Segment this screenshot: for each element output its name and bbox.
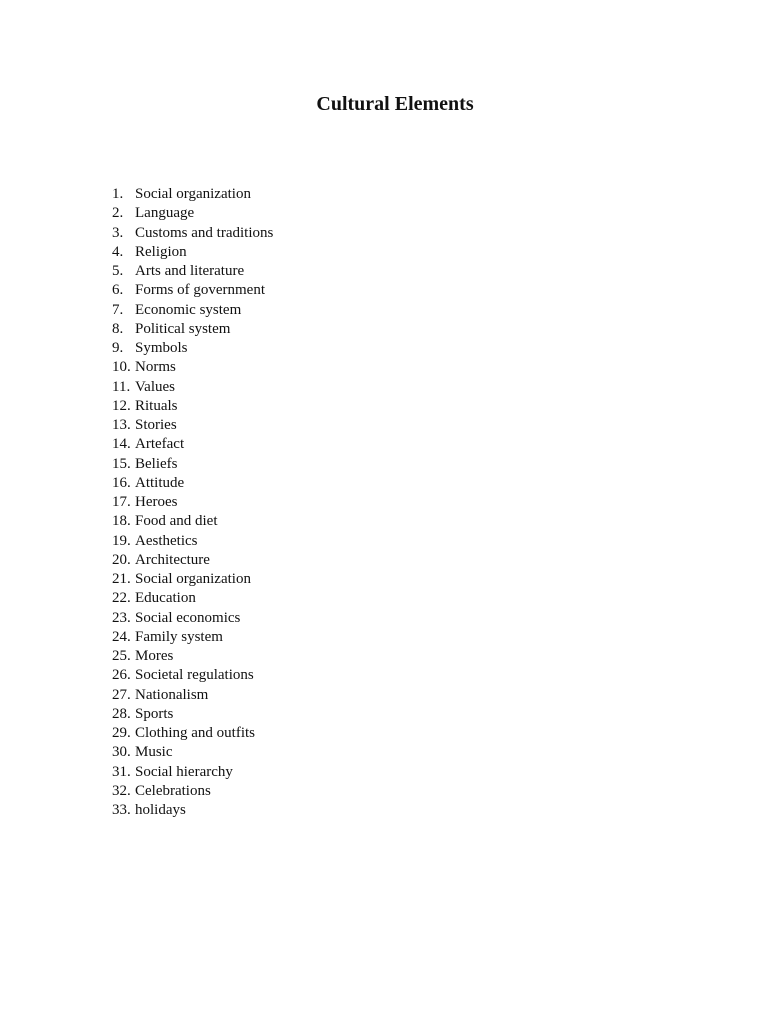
list-item	[112, 532, 273, 551]
list-item-label: Mores	[135, 648, 174, 664]
list-item-number: 22.	[112, 590, 131, 607]
list-item-label: Social organization	[135, 186, 251, 202]
list-item-label: Political system	[135, 320, 231, 337]
list-item-number: 19.	[112, 532, 131, 549]
list-item	[112, 358, 273, 377]
list-item-number: 7.	[112, 301, 124, 318]
list-item	[112, 743, 273, 762]
list-item	[112, 435, 273, 454]
list-item-label: Education	[135, 590, 196, 607]
list-item	[112, 378, 273, 397]
list-item-label: Arts and literature	[135, 263, 245, 279]
list-item-number: 4.	[112, 243, 124, 260]
list-item-label: Architecture	[135, 551, 210, 568]
list-item-label: holidays	[135, 802, 186, 818]
list-item-number: 15.	[112, 455, 131, 472]
list-item	[112, 474, 273, 493]
list-item-label: Social hierarchy	[135, 763, 233, 780]
list-item-number: 9.	[112, 340, 124, 356]
list-item-label: Customs and traditions	[135, 224, 274, 241]
list-item-label: Values	[135, 378, 175, 395]
list-item-label: Aesthetics	[135, 532, 198, 549]
list-item-number: 20.	[112, 551, 131, 568]
list-item-label: Attitude	[135, 474, 185, 491]
list-item-label: Religion	[135, 243, 187, 260]
list-item	[112, 397, 273, 416]
list-item-label: Symbols	[135, 340, 188, 356]
list-item-number: 31.	[112, 763, 131, 780]
list-item	[112, 204, 273, 223]
list-item-label: Family system	[135, 628, 223, 645]
list-item	[112, 782, 273, 801]
list-item	[112, 512, 273, 531]
list-item	[112, 493, 273, 512]
list-item	[112, 647, 273, 666]
list-item	[112, 705, 273, 724]
list-item-number: 3.	[112, 224, 124, 241]
list-item-number: 2.	[112, 205, 124, 222]
list-item-number: 17.	[112, 494, 131, 510]
list-item-number: 18.	[112, 513, 131, 530]
list-item-number: 8.	[112, 320, 124, 337]
list-item	[112, 185, 273, 204]
list-item-label: Music	[135, 744, 173, 761]
list-item-number: 16.	[112, 474, 131, 491]
list-item-label: Forms of government	[135, 282, 265, 299]
list-item-label: Beliefs	[135, 455, 178, 472]
list-item	[112, 666, 273, 685]
list-item	[112, 455, 273, 474]
list-item-label: Heroes	[135, 494, 178, 510]
list-item-label: Artefact	[135, 436, 185, 453]
list-item-number: 30.	[112, 744, 131, 761]
list-item-number: 1.	[112, 186, 124, 202]
list-item-number: 25.	[112, 648, 131, 664]
cultural-elements-list	[112, 185, 273, 820]
list-item-label: Celebrations	[135, 782, 211, 799]
list-item	[112, 301, 273, 320]
list-item-label: Nationalism	[135, 686, 209, 703]
list-item	[112, 243, 273, 262]
list-item	[112, 609, 273, 628]
list-item	[112, 320, 273, 339]
list-item-label: Clothing and outfits	[135, 725, 255, 741]
list-item	[112, 628, 273, 647]
list-item-label: Social economics	[135, 609, 241, 626]
list-item-label: Economic system	[135, 301, 242, 318]
list-item-label: Rituals	[135, 397, 178, 414]
list-item-number: 13.	[112, 417, 131, 433]
list-item	[112, 339, 273, 358]
list-item	[112, 224, 273, 243]
list-item-number: 23.	[112, 609, 131, 626]
list-item	[112, 724, 273, 743]
page-title: Cultural Elements	[316, 93, 474, 115]
list-item-number: 26.	[112, 667, 131, 684]
list-item-label: Sports	[135, 705, 174, 722]
list-item	[112, 570, 273, 589]
list-item-number: 6.	[112, 282, 124, 299]
list-item-label: Norms	[135, 359, 176, 376]
list-item-label: Food and diet	[135, 513, 218, 530]
list-item-number: 14.	[112, 436, 131, 453]
list-item-label: Social organization	[135, 571, 251, 587]
list-item	[112, 763, 273, 782]
list-item-label: Language	[135, 205, 195, 222]
list-item	[112, 686, 273, 705]
list-item-number: 21.	[112, 571, 131, 587]
list-item-label: Stories	[135, 417, 177, 433]
list-item	[112, 262, 273, 281]
list-item-label: Societal regulations	[135, 667, 254, 684]
list-item	[112, 589, 273, 608]
list-item-number: 11.	[112, 378, 131, 395]
list-item	[112, 801, 273, 820]
list-item-number: 24.	[112, 628, 131, 645]
list-item-number: 28.	[112, 705, 131, 722]
list-item-number: 33.	[112, 802, 131, 818]
list-item-number: 5.	[112, 263, 124, 279]
list-item	[112, 416, 273, 435]
list-item-number: 27.	[112, 686, 131, 703]
list-item	[112, 551, 273, 570]
list-item-number: 12.	[112, 397, 131, 414]
list-item-number: 32.	[112, 782, 131, 799]
list-item-number: 29.	[112, 725, 131, 741]
list-item	[112, 281, 273, 300]
list-item-number: 10.	[112, 359, 131, 376]
